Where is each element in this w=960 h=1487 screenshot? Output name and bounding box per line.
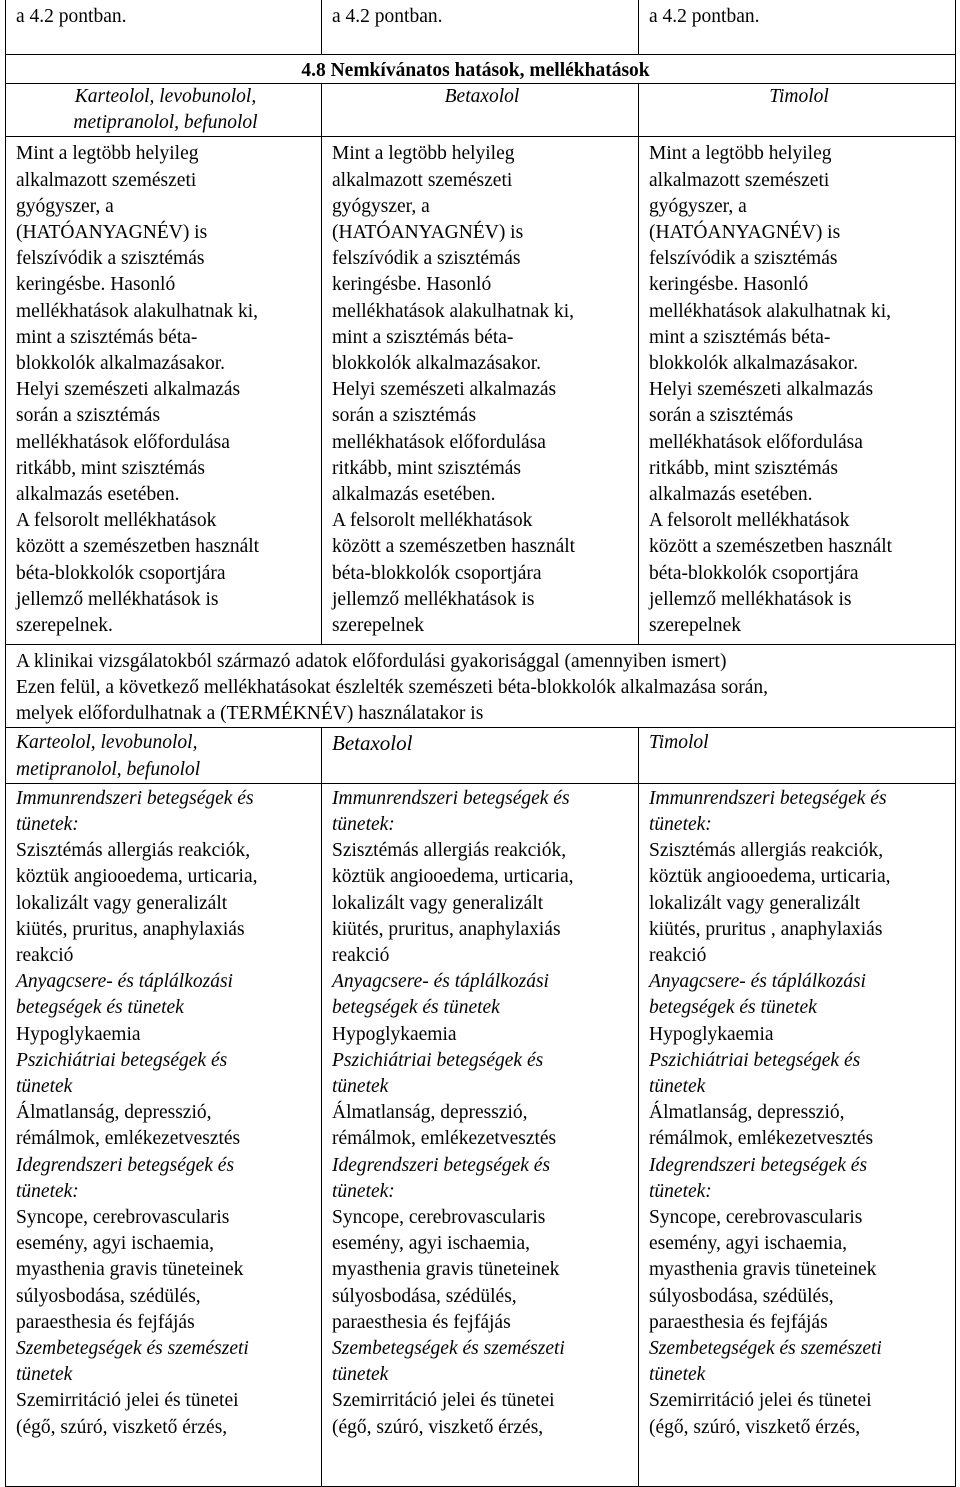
intro-text-line: ritkább, mint szisztémás — [16, 457, 206, 479]
effect-text-line: kiütés, pruritus , anaphylaxiás — [649, 918, 883, 940]
effect-text-line: rémálmok, emlékezetvesztés — [332, 1128, 557, 1150]
intro-text-line: alkalmazott szemészeti — [649, 169, 830, 191]
intro-text-line: Helyi szemészeti alkalmazás — [649, 379, 874, 401]
sub-header-col3-line: Timolol — [649, 732, 709, 754]
effect-text-line: Szisztémás allergiás reakciók, — [16, 840, 251, 862]
category-heading-line: tünetek — [332, 1364, 389, 1386]
top-header-col1-line: metipranolol, befunolol — [73, 112, 258, 134]
effect-text-line: köztük angiooedema, urticaria, — [649, 866, 891, 888]
section-title: 4.8 Nemkívánatos hatások, mellékhatások — [301, 60, 650, 81]
effect-text-line: súlyosbodása, szédülés, — [16, 1285, 201, 1307]
intro-text-line: alkalmazott szemészeti — [332, 169, 513, 191]
intro-text-line: mint a szisztémás béta- — [332, 326, 514, 348]
effect-text-line: kiütés, pruritus, anaphylaxiás — [332, 918, 561, 940]
effect-text-line: Hypoglykaemia — [649, 1023, 774, 1045]
category-heading-line: Anyagcsere- és táplálkozási — [332, 971, 549, 993]
intro-text-line: blokkolók alkalmazásakor. — [649, 353, 859, 375]
effect-text-line: (égő, szúró, viszkető érzés, — [649, 1416, 861, 1438]
ref-cell-2: a 4.2 pontban. — [322, 0, 639, 55]
category-heading-line: Anyagcsere- és táplálkozási — [649, 971, 866, 993]
category-heading-line: tünetek — [16, 1364, 73, 1386]
intro-text-line: gyógyszer, a — [649, 195, 747, 217]
category-heading-line: Pszichiátriai betegségek és — [16, 1049, 228, 1071]
intro-row — [6, 137, 956, 645]
effect-text-line: esemény, agyi ischaemia, — [332, 1233, 530, 1255]
category-heading-line: tünetek — [649, 1364, 706, 1386]
effect-text-line: kiütés, pruritus, anaphylaxiás — [16, 918, 245, 940]
intro-text-line: között a szemészetben használt — [332, 536, 576, 558]
intro-text-line: A felsorolt mellékhatások — [332, 510, 533, 532]
category-heading-line: tünetek: — [332, 1180, 395, 1202]
effect-text-line: (égő, szúró, viszkető érzés, — [332, 1416, 544, 1438]
effect-text-line: Syncope, cerebrovascularis — [649, 1207, 863, 1229]
wide-text-line: A klinikai vizsgálatokból származó adatok előfordulási gyakorisággal (amennyiben ismert) — [16, 651, 727, 673]
intro-text-line: béta-blokkolók csoportjára — [649, 562, 859, 584]
effect-text-line: Syncope, cerebrovascularis — [16, 1207, 230, 1229]
category-heading-line: tünetek — [16, 1076, 73, 1098]
intro-text-line: gyógyszer, a — [16, 195, 114, 217]
effect-text-line: köztük angiooedema, urticaria, — [332, 866, 574, 888]
intro-text-line: Mint a legtöbb helyileg — [332, 143, 515, 165]
category-heading-line: tünetek: — [16, 1180, 79, 1202]
category-heading-line: tünetek: — [16, 814, 79, 836]
category-heading-line: tünetek — [332, 1076, 389, 1098]
intro-text-line: ritkább, mint szisztémás — [649, 457, 839, 479]
intro-col2 — [322, 137, 639, 645]
intro-text-line: szerepelnek — [649, 615, 742, 637]
intro-col1 — [6, 137, 322, 645]
intro-text-line: mellékhatások előfordulása — [332, 431, 546, 453]
category-heading-line: tünetek — [649, 1076, 706, 1098]
category-heading-line: Idegrendszeri betegségek és — [16, 1154, 235, 1176]
effect-text-line: Szemirritáció jelei és tünetei — [16, 1390, 239, 1412]
effect-text-line: paraesthesia és fejfájás — [332, 1311, 511, 1333]
category-heading-line: Szembetegségek és szemészeti — [332, 1338, 565, 1360]
sub-header-row — [6, 728, 956, 783]
intro-text-line: mellékhatások alakulhatnak ki, — [332, 300, 575, 322]
effect-text-line: Álmatlanság, depresszió, — [332, 1102, 528, 1124]
intro-text-line: szerepelnek. — [16, 615, 113, 637]
top-header-col2-line: Betaxolol — [444, 86, 520, 107]
effect-text-line: rémálmok, emlékezetvesztés — [16, 1128, 241, 1150]
wide-text-line: melyek előfordulhatnak a (TERMÉKNÉV) használatakor is — [16, 703, 484, 725]
wide-text-line: Ezen felül, a következő mellékhatásokat észlelték szemészeti béta-blokkolók alkalmazása során, — [16, 677, 769, 699]
effect-text-line: súlyosbodása, szédülés, — [649, 1285, 834, 1307]
sub-header-col1-line: metipranolol, befunolol — [16, 758, 201, 780]
intro-text-line: Helyi szemészeti alkalmazás — [332, 379, 557, 401]
adverse-col1 — [6, 783, 322, 1486]
intro-text-line: ritkább, mint szisztémás — [332, 457, 522, 479]
intro-text-line: jellemző mellékhatások is — [16, 588, 219, 610]
intro-text-line: mellékhatások alakulhatnak ki, — [649, 300, 892, 322]
top-header-col3-line: Timolol — [769, 86, 829, 107]
intro-text-line: mint a szisztémás béta- — [16, 326, 198, 348]
category-heading-line: Pszichiátriai betegségek és — [649, 1049, 861, 1071]
intro-text-line: alkalmazott szemészeti — [16, 169, 197, 191]
category-heading-line: Anyagcsere- és táplálkozási — [16, 971, 233, 993]
intro-text-line: Mint a legtöbb helyileg — [16, 143, 199, 165]
effect-text-line: lokalizált vagy generalizált — [16, 892, 228, 914]
ref-cell-1: a 4.2 pontban. — [6, 0, 322, 55]
intro-text-line: A felsorolt mellékhatások — [649, 510, 850, 532]
intro-text-line: felszívódik a szisztémás — [649, 248, 838, 270]
intro-text-line: blokkolók alkalmazásakor. — [16, 353, 226, 375]
intro-text-line: alkalmazás esetében. — [332, 484, 496, 506]
intro-text-line: szerepelnek — [332, 615, 425, 637]
category-heading-line: Idegrendszeri betegségek és — [649, 1154, 868, 1176]
intro-text-line: keringésbe. Hasonló — [16, 274, 176, 296]
category-heading-line: Idegrendszeri betegségek és — [332, 1154, 551, 1176]
intro-text-line: jellemző mellékhatások is — [332, 588, 535, 610]
effect-text-line: Szemirritáció jelei és tünetei — [649, 1390, 872, 1412]
effect-text-line: Szisztémás allergiás reakciók, — [332, 840, 567, 862]
effect-text-line: rémálmok, emlékezetvesztés — [649, 1128, 874, 1150]
effect-text-line: paraesthesia és fejfájás — [16, 1311, 195, 1333]
effect-text-line: Álmatlanság, depresszió, — [16, 1102, 212, 1124]
intro-text-line: keringésbe. Hasonló — [649, 274, 809, 296]
intro-text-line: során a szisztémás — [649, 405, 794, 427]
intro-text-line: (HATÓANYAGNÉV) is — [16, 222, 208, 244]
category-heading-line: Szembetegségek és szemészeti — [649, 1338, 882, 1360]
intro-text-line: gyógyszer, a — [332, 195, 430, 217]
intro-text-line: béta-blokkolók csoportjára — [16, 562, 226, 584]
intro-text-line: mellékhatások előfordulása — [16, 431, 230, 453]
intro-text-line: mellékhatások alakulhatnak ki, — [16, 300, 259, 322]
intro-text-line: felszívódik a szisztémás — [16, 248, 205, 270]
top-header-row — [6, 84, 956, 137]
effect-text-line: reakció — [332, 945, 390, 967]
effect-text-line: myasthenia gravis tüneteinek — [332, 1259, 560, 1281]
top-header-col2 — [322, 84, 639, 137]
intro-text-line: alkalmazás esetében. — [16, 484, 180, 506]
intro-text-line: között a szemészetben használt — [649, 536, 893, 558]
sub-header-col2-line: Betaxolol — [332, 731, 413, 756]
effect-text-line: lokalizált vagy generalizált — [649, 892, 861, 914]
intro-text-line: mellékhatások előfordulása — [649, 431, 863, 453]
intro-text-line: alkalmazás esetében. — [649, 484, 813, 506]
category-heading-line: tünetek: — [649, 814, 712, 836]
intro-text-line: béta-blokkolók csoportjára — [332, 562, 542, 584]
intro-text-line: jellemző mellékhatások is — [649, 588, 852, 610]
effect-text-line: lokalizált vagy generalizált — [332, 892, 544, 914]
effect-text-line: Hypoglykaemia — [332, 1023, 457, 1045]
category-heading-line: Pszichiátriai betegségek és — [332, 1049, 544, 1071]
sub-header-col1 — [6, 728, 322, 783]
intro-text-line: Mint a legtöbb helyileg — [649, 143, 832, 165]
category-heading-line: Szembetegségek és szemészeti — [16, 1338, 249, 1360]
effect-text-line: (égő, szúró, viszkető érzés, — [16, 1416, 228, 1438]
effect-text-line: myasthenia gravis tüneteinek — [16, 1259, 244, 1281]
effect-text-line: myasthenia gravis tüneteinek — [649, 1259, 877, 1281]
intro-text-line: Helyi szemészeti alkalmazás — [16, 379, 241, 401]
category-heading-line: Immunrendszeri betegségek és — [649, 787, 887, 809]
top-header-col1 — [6, 84, 322, 137]
effect-text-line: Hypoglykaemia — [16, 1023, 141, 1045]
reference-row — [6, 0, 956, 55]
adverse-col2 — [322, 783, 639, 1486]
intro-text-line: során a szisztémás — [332, 405, 477, 427]
category-heading-line: betegségek és tünetek — [332, 997, 500, 1019]
sub-header-col3 — [639, 728, 956, 783]
category-heading-line: betegségek és tünetek — [649, 997, 817, 1019]
intro-text-line: (HATÓANYAGNÉV) is — [332, 222, 524, 244]
sub-header-col2 — [322, 728, 639, 783]
section-title-row — [6, 55, 956, 84]
ref-cell-3: a 4.2 pontban. — [639, 0, 956, 55]
top-header-col3 — [639, 84, 956, 137]
intro-text-line: (HATÓANYAGNÉV) is — [649, 222, 841, 244]
intro-text-line: blokkolók alkalmazásakor. — [332, 353, 542, 375]
effect-text-line: Álmatlanság, depresszió, — [649, 1102, 845, 1124]
effect-text-line: esemény, agyi ischaemia, — [16, 1233, 214, 1255]
sub-header-col1-line: Karteolol, levobunolol, — [16, 732, 198, 754]
effect-text-line: Syncope, cerebrovascularis — [332, 1207, 546, 1229]
adverse-row — [6, 783, 956, 1486]
effect-text-line: reakció — [649, 945, 707, 967]
category-heading-line: betegségek és tünetek — [16, 997, 184, 1019]
adverse-col3 — [639, 783, 956, 1486]
effect-text-line: esemény, agyi ischaemia, — [649, 1233, 847, 1255]
category-heading-line: tünetek: — [649, 1180, 712, 1202]
category-heading-line: tünetek: — [332, 814, 395, 836]
wide-text-cell — [6, 645, 956, 728]
intro-text-line: keringésbe. Hasonló — [332, 274, 492, 296]
effect-text-line: reakció — [16, 945, 74, 967]
adverse-effects-table — [5, 0, 956, 1487]
effect-text-line: súlyosbodása, szédülés, — [332, 1285, 517, 1307]
intro-col3 — [639, 137, 956, 645]
intro-text-line: során a szisztémás — [16, 405, 161, 427]
effect-text-line: köztük angiooedema, urticaria, — [16, 866, 258, 888]
category-heading-line: Immunrendszeri betegségek és — [332, 787, 570, 809]
category-heading-line: Immunrendszeri betegségek és — [16, 787, 254, 809]
wide-text-row — [6, 645, 956, 728]
intro-text-line: mint a szisztémás béta- — [649, 326, 831, 348]
intro-text-line: felszívódik a szisztémás — [332, 248, 521, 270]
effect-text-line: Szemirritáció jelei és tünetei — [332, 1390, 555, 1412]
effect-text-line: paraesthesia és fejfájás — [649, 1311, 828, 1333]
intro-text-line: között a szemészetben használt — [16, 536, 260, 558]
top-header-col1-line: Karteolol, levobunolol, — [74, 86, 257, 107]
effect-text-line: Szisztémás allergiás reakciók, — [649, 840, 884, 862]
intro-text-line: A felsorolt mellékhatások — [16, 510, 217, 532]
